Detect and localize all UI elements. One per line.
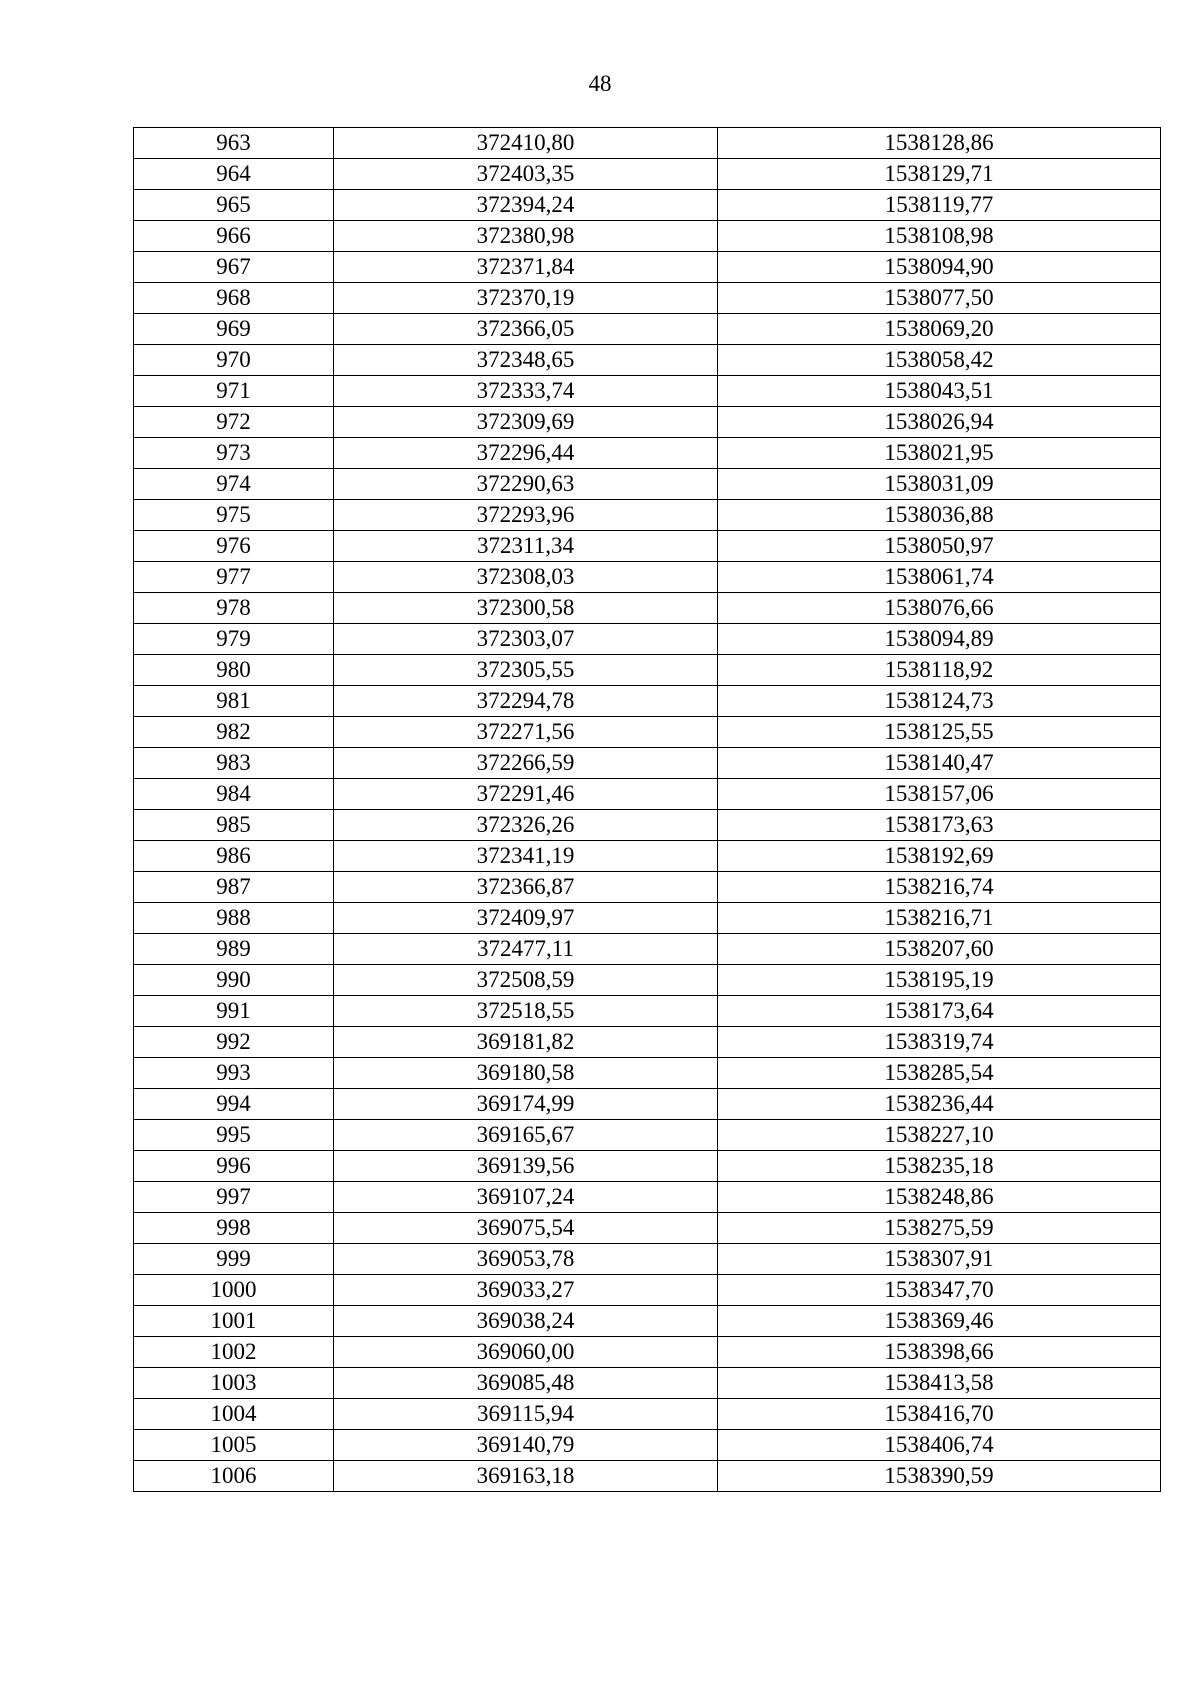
- y-coordinate-cell: 1538128,86: [718, 128, 1161, 159]
- table-row: [134, 376, 1161, 407]
- table-row: [134, 562, 1161, 593]
- x-coordinate-cell: 369174,99: [334, 1089, 718, 1120]
- y-coordinate-cell: 1538173,63: [718, 810, 1161, 841]
- point-number-cell: 964: [134, 159, 334, 190]
- x-coordinate-cell: 372309,69: [334, 407, 718, 438]
- y-coordinate-cell: 1538119,77: [718, 190, 1161, 221]
- table-row: [134, 872, 1161, 903]
- point-number-cell: 987: [134, 872, 334, 903]
- y-coordinate-cell: 1538416,70: [718, 1399, 1161, 1430]
- coordinates-table: [133, 127, 1161, 1492]
- point-number-cell: 979: [134, 624, 334, 655]
- x-coordinate-cell: 372291,46: [334, 779, 718, 810]
- point-number-cell: 984: [134, 779, 334, 810]
- y-coordinate-cell: 1538043,51: [718, 376, 1161, 407]
- y-coordinate-cell: 1538235,18: [718, 1151, 1161, 1182]
- table-row: [134, 1244, 1161, 1275]
- table-row: [134, 469, 1161, 500]
- y-coordinate-cell: 1538036,88: [718, 500, 1161, 531]
- table-row: [134, 717, 1161, 748]
- y-coordinate-cell: 1538227,10: [718, 1120, 1161, 1151]
- x-coordinate-cell: 372333,74: [334, 376, 718, 407]
- y-coordinate-cell: 1538307,91: [718, 1244, 1161, 1275]
- table-row: [134, 1151, 1161, 1182]
- table-row: [134, 221, 1161, 252]
- x-coordinate-cell: 372290,63: [334, 469, 718, 500]
- table-row: [134, 1306, 1161, 1337]
- table-row: [134, 500, 1161, 531]
- y-coordinate-cell: 1538398,66: [718, 1337, 1161, 1368]
- point-number-cell: 977: [134, 562, 334, 593]
- y-coordinate-cell: 1538129,71: [718, 159, 1161, 190]
- x-coordinate-cell: 372394,24: [334, 190, 718, 221]
- x-coordinate-cell: 372294,78: [334, 686, 718, 717]
- point-number-cell: 967: [134, 252, 334, 283]
- y-coordinate-cell: 1538207,60: [718, 934, 1161, 965]
- point-number-cell: 1005: [134, 1430, 334, 1461]
- x-coordinate-cell: 369180,58: [334, 1058, 718, 1089]
- y-coordinate-cell: 1538195,19: [718, 965, 1161, 996]
- x-coordinate-cell: 372300,58: [334, 593, 718, 624]
- point-number-cell: 980: [134, 655, 334, 686]
- point-number-cell: 990: [134, 965, 334, 996]
- y-coordinate-cell: 1538125,55: [718, 717, 1161, 748]
- x-coordinate-cell: 372366,05: [334, 314, 718, 345]
- y-coordinate-cell: 1538406,74: [718, 1430, 1161, 1461]
- x-coordinate-cell: 369033,27: [334, 1275, 718, 1306]
- point-number-cell: 986: [134, 841, 334, 872]
- x-coordinate-cell: 372341,19: [334, 841, 718, 872]
- x-coordinate-cell: 372326,26: [334, 810, 718, 841]
- x-coordinate-cell: 369165,67: [334, 1120, 718, 1151]
- point-number-cell: 995: [134, 1120, 334, 1151]
- table-row: [134, 996, 1161, 1027]
- y-coordinate-cell: 1538069,20: [718, 314, 1161, 345]
- table-row: [134, 1213, 1161, 1244]
- table-row: [134, 1089, 1161, 1120]
- x-coordinate-cell: 372303,07: [334, 624, 718, 655]
- x-coordinate-cell: 369075,54: [334, 1213, 718, 1244]
- x-coordinate-cell: 372403,35: [334, 159, 718, 190]
- table-row: [134, 1275, 1161, 1306]
- x-coordinate-cell: 372409,97: [334, 903, 718, 934]
- table-row: [134, 779, 1161, 810]
- x-coordinate-cell: 369107,24: [334, 1182, 718, 1213]
- table-row: [134, 1399, 1161, 1430]
- y-coordinate-cell: 1538285,54: [718, 1058, 1161, 1089]
- x-coordinate-cell: 372366,87: [334, 872, 718, 903]
- point-number-cell: 978: [134, 593, 334, 624]
- y-coordinate-cell: 1538347,70: [718, 1275, 1161, 1306]
- table-row: [134, 965, 1161, 996]
- y-coordinate-cell: 1538369,46: [718, 1306, 1161, 1337]
- x-coordinate-cell: 372508,59: [334, 965, 718, 996]
- y-coordinate-cell: 1538192,69: [718, 841, 1161, 872]
- point-number-cell: 972: [134, 407, 334, 438]
- y-coordinate-cell: 1538108,98: [718, 221, 1161, 252]
- point-number-cell: 975: [134, 500, 334, 531]
- y-coordinate-cell: 1538248,86: [718, 1182, 1161, 1213]
- x-coordinate-cell: 369140,79: [334, 1430, 718, 1461]
- y-coordinate-cell: 1538026,94: [718, 407, 1161, 438]
- table-row: [134, 748, 1161, 779]
- coordinates-table-body: [134, 128, 1161, 1492]
- table-row: [134, 314, 1161, 345]
- point-number-cell: 974: [134, 469, 334, 500]
- point-number-cell: 963: [134, 128, 334, 159]
- point-number-cell: 969: [134, 314, 334, 345]
- y-coordinate-cell: 1538050,97: [718, 531, 1161, 562]
- point-number-cell: 1004: [134, 1399, 334, 1430]
- x-coordinate-cell: 372380,98: [334, 221, 718, 252]
- table-row: [134, 1368, 1161, 1399]
- point-number-cell: 994: [134, 1089, 334, 1120]
- x-coordinate-cell: 372370,19: [334, 283, 718, 314]
- x-coordinate-cell: 372296,44: [334, 438, 718, 469]
- point-number-cell: 997: [134, 1182, 334, 1213]
- table-row: [134, 1027, 1161, 1058]
- table-row: [134, 159, 1161, 190]
- point-number-cell: 966: [134, 221, 334, 252]
- y-coordinate-cell: 1538140,47: [718, 748, 1161, 779]
- y-coordinate-cell: 1538319,74: [718, 1027, 1161, 1058]
- x-coordinate-cell: 372410,80: [334, 128, 718, 159]
- y-coordinate-cell: 1538157,06: [718, 779, 1161, 810]
- y-coordinate-cell: 1538413,58: [718, 1368, 1161, 1399]
- x-coordinate-cell: 369038,24: [334, 1306, 718, 1337]
- x-coordinate-cell: 369060,00: [334, 1337, 718, 1368]
- x-coordinate-cell: 369163,18: [334, 1461, 718, 1492]
- table-row: [134, 686, 1161, 717]
- table-row: [134, 1430, 1161, 1461]
- point-number-cell: 993: [134, 1058, 334, 1089]
- x-coordinate-cell: 372271,56: [334, 717, 718, 748]
- point-number-cell: 971: [134, 376, 334, 407]
- x-coordinate-cell: 372308,03: [334, 562, 718, 593]
- point-number-cell: 1003: [134, 1368, 334, 1399]
- y-coordinate-cell: 1538061,74: [718, 562, 1161, 593]
- table-row: [134, 252, 1161, 283]
- table-row: [134, 593, 1161, 624]
- y-coordinate-cell: 1538094,90: [718, 252, 1161, 283]
- point-number-cell: 981: [134, 686, 334, 717]
- point-number-cell: 999: [134, 1244, 334, 1275]
- table-row: [134, 345, 1161, 376]
- point-number-cell: 968: [134, 283, 334, 314]
- point-number-cell: 996: [134, 1151, 334, 1182]
- x-coordinate-cell: 369115,94: [334, 1399, 718, 1430]
- point-number-cell: 976: [134, 531, 334, 562]
- y-coordinate-cell: 1538275,59: [718, 1213, 1161, 1244]
- point-number-cell: 988: [134, 903, 334, 934]
- point-number-cell: 1006: [134, 1461, 334, 1492]
- table-row: [134, 1337, 1161, 1368]
- x-coordinate-cell: 369181,82: [334, 1027, 718, 1058]
- y-coordinate-cell: 1538058,42: [718, 345, 1161, 376]
- point-number-cell: 991: [134, 996, 334, 1027]
- x-coordinate-cell: 372311,34: [334, 531, 718, 562]
- x-coordinate-cell: 369085,48: [334, 1368, 718, 1399]
- table-row: [134, 841, 1161, 872]
- table-row: [134, 438, 1161, 469]
- y-coordinate-cell: 1538021,95: [718, 438, 1161, 469]
- x-coordinate-cell: 369139,56: [334, 1151, 718, 1182]
- y-coordinate-cell: 1538124,73: [718, 686, 1161, 717]
- table-row: [134, 655, 1161, 686]
- table-row: [134, 190, 1161, 221]
- point-number-cell: 1001: [134, 1306, 334, 1337]
- table-row: [134, 283, 1161, 314]
- point-number-cell: 983: [134, 748, 334, 779]
- point-number-cell: 973: [134, 438, 334, 469]
- y-coordinate-cell: 1538216,71: [718, 903, 1161, 934]
- x-coordinate-cell: 369053,78: [334, 1244, 718, 1275]
- table-row: [134, 531, 1161, 562]
- y-coordinate-cell: 1538236,44: [718, 1089, 1161, 1120]
- table-row: [134, 1461, 1161, 1492]
- x-coordinate-cell: 372266,59: [334, 748, 718, 779]
- point-number-cell: 985: [134, 810, 334, 841]
- point-number-cell: 982: [134, 717, 334, 748]
- x-coordinate-cell: 372348,65: [334, 345, 718, 376]
- y-coordinate-cell: 1538118,92: [718, 655, 1161, 686]
- table-row: [134, 1182, 1161, 1213]
- x-coordinate-cell: 372518,55: [334, 996, 718, 1027]
- y-coordinate-cell: 1538031,09: [718, 469, 1161, 500]
- table-row: [134, 128, 1161, 159]
- y-coordinate-cell: 1538076,66: [718, 593, 1161, 624]
- table-row: [134, 1120, 1161, 1151]
- table-row: [134, 1058, 1161, 1089]
- page-number: 48: [588, 71, 612, 96]
- point-number-cell: 989: [134, 934, 334, 965]
- y-coordinate-cell: 1538077,50: [718, 283, 1161, 314]
- table-row: [134, 934, 1161, 965]
- y-coordinate-cell: 1538216,74: [718, 872, 1161, 903]
- point-number-cell: 998: [134, 1213, 334, 1244]
- x-coordinate-cell: 372477,11: [334, 934, 718, 965]
- point-number-cell: 970: [134, 345, 334, 376]
- x-coordinate-cell: 372293,96: [334, 500, 718, 531]
- table-row: [134, 624, 1161, 655]
- point-number-cell: 1000: [134, 1275, 334, 1306]
- table-row: [134, 407, 1161, 438]
- point-number-cell: 1002: [134, 1337, 334, 1368]
- point-number-cell: 965: [134, 190, 334, 221]
- y-coordinate-cell: 1538094,89: [718, 624, 1161, 655]
- point-number-cell: 992: [134, 1027, 334, 1058]
- x-coordinate-cell: 372371,84: [334, 252, 718, 283]
- x-coordinate-cell: 372305,55: [334, 655, 718, 686]
- table-row: [134, 810, 1161, 841]
- y-coordinate-cell: 1538390,59: [718, 1461, 1161, 1492]
- table-row: [134, 903, 1161, 934]
- y-coordinate-cell: 1538173,64: [718, 996, 1161, 1027]
